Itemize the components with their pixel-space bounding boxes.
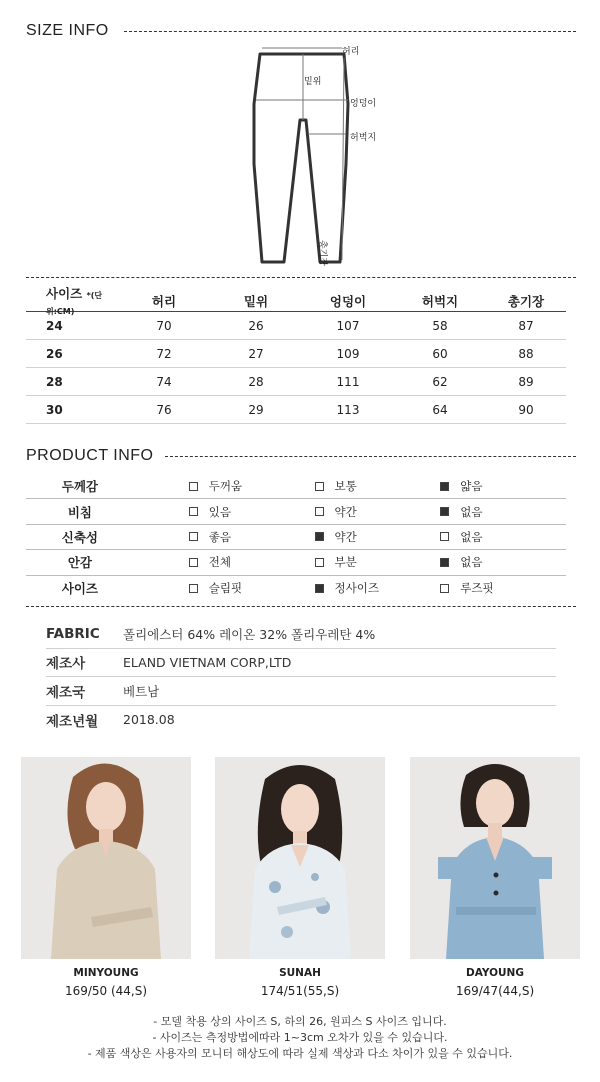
option (440, 529, 566, 545)
diagram-label-hip: 엉덩이 (350, 99, 377, 109)
cell-length: 87 (518, 318, 534, 333)
note-line: - 제품 색상은 사용자의 모니터 해상도에 따라 실제 색상과 다소 차이가 있을 수 있습니다. (87, 1047, 513, 1060)
header-size-label: 사이즈 (46, 286, 83, 301)
fabric-value: ELAND VIETNAM CORP,LTD (123, 654, 292, 670)
header-thigh: 허벅지 (421, 293, 459, 309)
option (189, 504, 315, 520)
option-label: 부분 (334, 555, 357, 570)
cell-length: 89 (518, 374, 534, 389)
title-divider (165, 456, 576, 457)
model-spec: 169/47(44,S) (455, 984, 535, 998)
row-label: 사이즈 (61, 581, 98, 597)
cell-length: 90 (518, 402, 534, 417)
option (189, 529, 315, 545)
option-label: 없음 (460, 529, 483, 544)
cell-waist: 70 (156, 318, 172, 333)
section-divider (26, 277, 576, 278)
cell-rise: 27 (248, 346, 264, 361)
diagram-label-rise: 밑위 (304, 77, 322, 87)
option (440, 504, 566, 520)
option-label: 좋음 (208, 529, 231, 544)
model-name: DAYOUNG (466, 967, 524, 979)
checkbox-icon (189, 558, 198, 567)
option-label: 있음 (208, 504, 231, 519)
checkbox-icon (440, 532, 449, 541)
option-label: 없음 (460, 555, 483, 570)
checkbox-checked-icon (315, 584, 324, 593)
cell-rise: 28 (248, 374, 264, 389)
option-label: 두꺼움 (208, 479, 243, 494)
table-row (26, 340, 566, 368)
option (315, 529, 441, 545)
option-label: 얇음 (460, 479, 483, 494)
pants-diagram (240, 44, 380, 266)
cell-thigh: 64 (432, 402, 448, 417)
model-name: SUNAH (279, 967, 321, 979)
product-info-row (26, 525, 566, 550)
option (440, 580, 566, 596)
cell-waist: 74 (156, 374, 172, 389)
model-photo (215, 757, 385, 959)
checkbox-checked-icon (315, 532, 324, 541)
note-line: - 사이즈는 측정방법에따라 1~3cm 오차가 있을 수 있습니다. (152, 1031, 448, 1044)
fabric-info-table (46, 620, 556, 734)
row-label: 신축성 (61, 529, 98, 545)
model-card (21, 757, 191, 998)
row-label: 비침 (67, 504, 92, 520)
model-photo (21, 757, 191, 959)
notes (0, 1014, 600, 1062)
diagram-label-waist: 허리 (342, 47, 360, 57)
header-rise: 밑위 (243, 293, 269, 309)
fabric-value: 베트남 (123, 683, 160, 699)
fabric-label: FABRIC (46, 625, 100, 642)
option-label: 슬림핏 (208, 581, 243, 596)
size-info-title: SIZE INFO (26, 22, 109, 39)
option-label: 정사이즈 (334, 581, 379, 596)
product-info-row (26, 550, 566, 575)
option (315, 580, 441, 596)
note-line: - 모델 착용 상의 사이즈 S, 하의 26, 원피스 S 사이즈 입니다. (153, 1015, 447, 1028)
checkbox-checked-icon (440, 507, 449, 516)
diagram-label-thigh: 허벅지 (350, 133, 377, 143)
option-label: 약간 (334, 504, 357, 519)
cell-thigh: 60 (432, 346, 448, 361)
model-spec: 174/51(55,S) (260, 984, 340, 998)
fabric-label: 제조년월 (46, 713, 99, 730)
checkbox-icon (189, 482, 198, 491)
cell-size: 24 (46, 318, 63, 333)
fabric-row (46, 620, 556, 649)
cell-hip: 109 (336, 346, 360, 361)
cell-waist: 76 (156, 402, 172, 417)
cell-size: 30 (46, 402, 63, 417)
header-waist: 허리 (151, 293, 177, 309)
model-card (215, 757, 385, 998)
fabric-row (46, 649, 556, 678)
title-divider (124, 31, 576, 32)
option (189, 580, 315, 596)
table-row (26, 368, 566, 396)
section-divider (26, 606, 576, 607)
checkbox-icon (315, 558, 324, 567)
size-table (26, 286, 566, 424)
option-label: 약간 (334, 529, 357, 544)
diagram-label-length: 총기장 (317, 240, 327, 267)
fabric-row (46, 706, 556, 735)
checkbox-checked-icon (440, 482, 449, 491)
fabric-value: 2018.08 (123, 712, 175, 728)
product-info-row (26, 576, 566, 601)
table-row (26, 396, 566, 424)
fabric-row (46, 677, 556, 706)
option (315, 504, 441, 520)
cell-size: 26 (46, 346, 63, 361)
cell-length: 88 (518, 346, 534, 361)
option (189, 478, 315, 494)
cell-thigh: 62 (432, 374, 448, 389)
fabric-value: 폴리에스터 64% 레이온 32% 폴리우레탄 4% (123, 626, 376, 642)
row-label: 두께감 (61, 479, 98, 495)
option-label: 없음 (460, 504, 483, 519)
size-table-header (26, 286, 566, 316)
option-label: 보통 (334, 479, 357, 494)
checkbox-icon (189, 507, 198, 516)
header-size (26, 284, 118, 317)
model-spec: 169/50 (44,S) (64, 984, 148, 998)
option-label: 루즈핏 (460, 581, 494, 596)
option-label: 전체 (208, 555, 231, 570)
cell-hip: 113 (336, 402, 360, 417)
product-info-row (26, 499, 566, 524)
model-name: MINYOUNG (73, 967, 139, 979)
header-length: 총기장 (507, 293, 545, 309)
checkbox-icon (315, 482, 324, 491)
cell-size: 28 (46, 374, 63, 389)
option (315, 554, 441, 570)
fabric-label: 제조사 (46, 656, 86, 673)
product-info-table (26, 474, 566, 601)
model-card (410, 757, 580, 998)
cell-rise: 29 (248, 402, 264, 417)
cell-waist: 72 (156, 346, 172, 361)
cell-hip: 111 (336, 374, 360, 389)
checkbox-checked-icon (440, 558, 449, 567)
row-label: 안감 (67, 555, 92, 571)
option (189, 554, 315, 570)
option (440, 478, 566, 494)
fabric-label: 제조국 (46, 684, 86, 701)
product-info-row (26, 474, 566, 499)
checkbox-icon (189, 532, 198, 541)
cell-rise: 26 (248, 318, 264, 333)
header-hip: 엉덩이 (329, 293, 367, 309)
product-info-title: PRODUCT INFO (26, 447, 154, 464)
option (315, 478, 441, 494)
checkbox-icon (440, 584, 449, 593)
cell-thigh: 58 (432, 318, 448, 333)
model-photo (410, 757, 580, 959)
header-unit: *(단위:CM) (46, 291, 103, 316)
option (440, 554, 566, 570)
checkbox-icon (315, 507, 324, 516)
cell-hip: 107 (336, 318, 360, 333)
checkbox-icon (189, 584, 198, 593)
